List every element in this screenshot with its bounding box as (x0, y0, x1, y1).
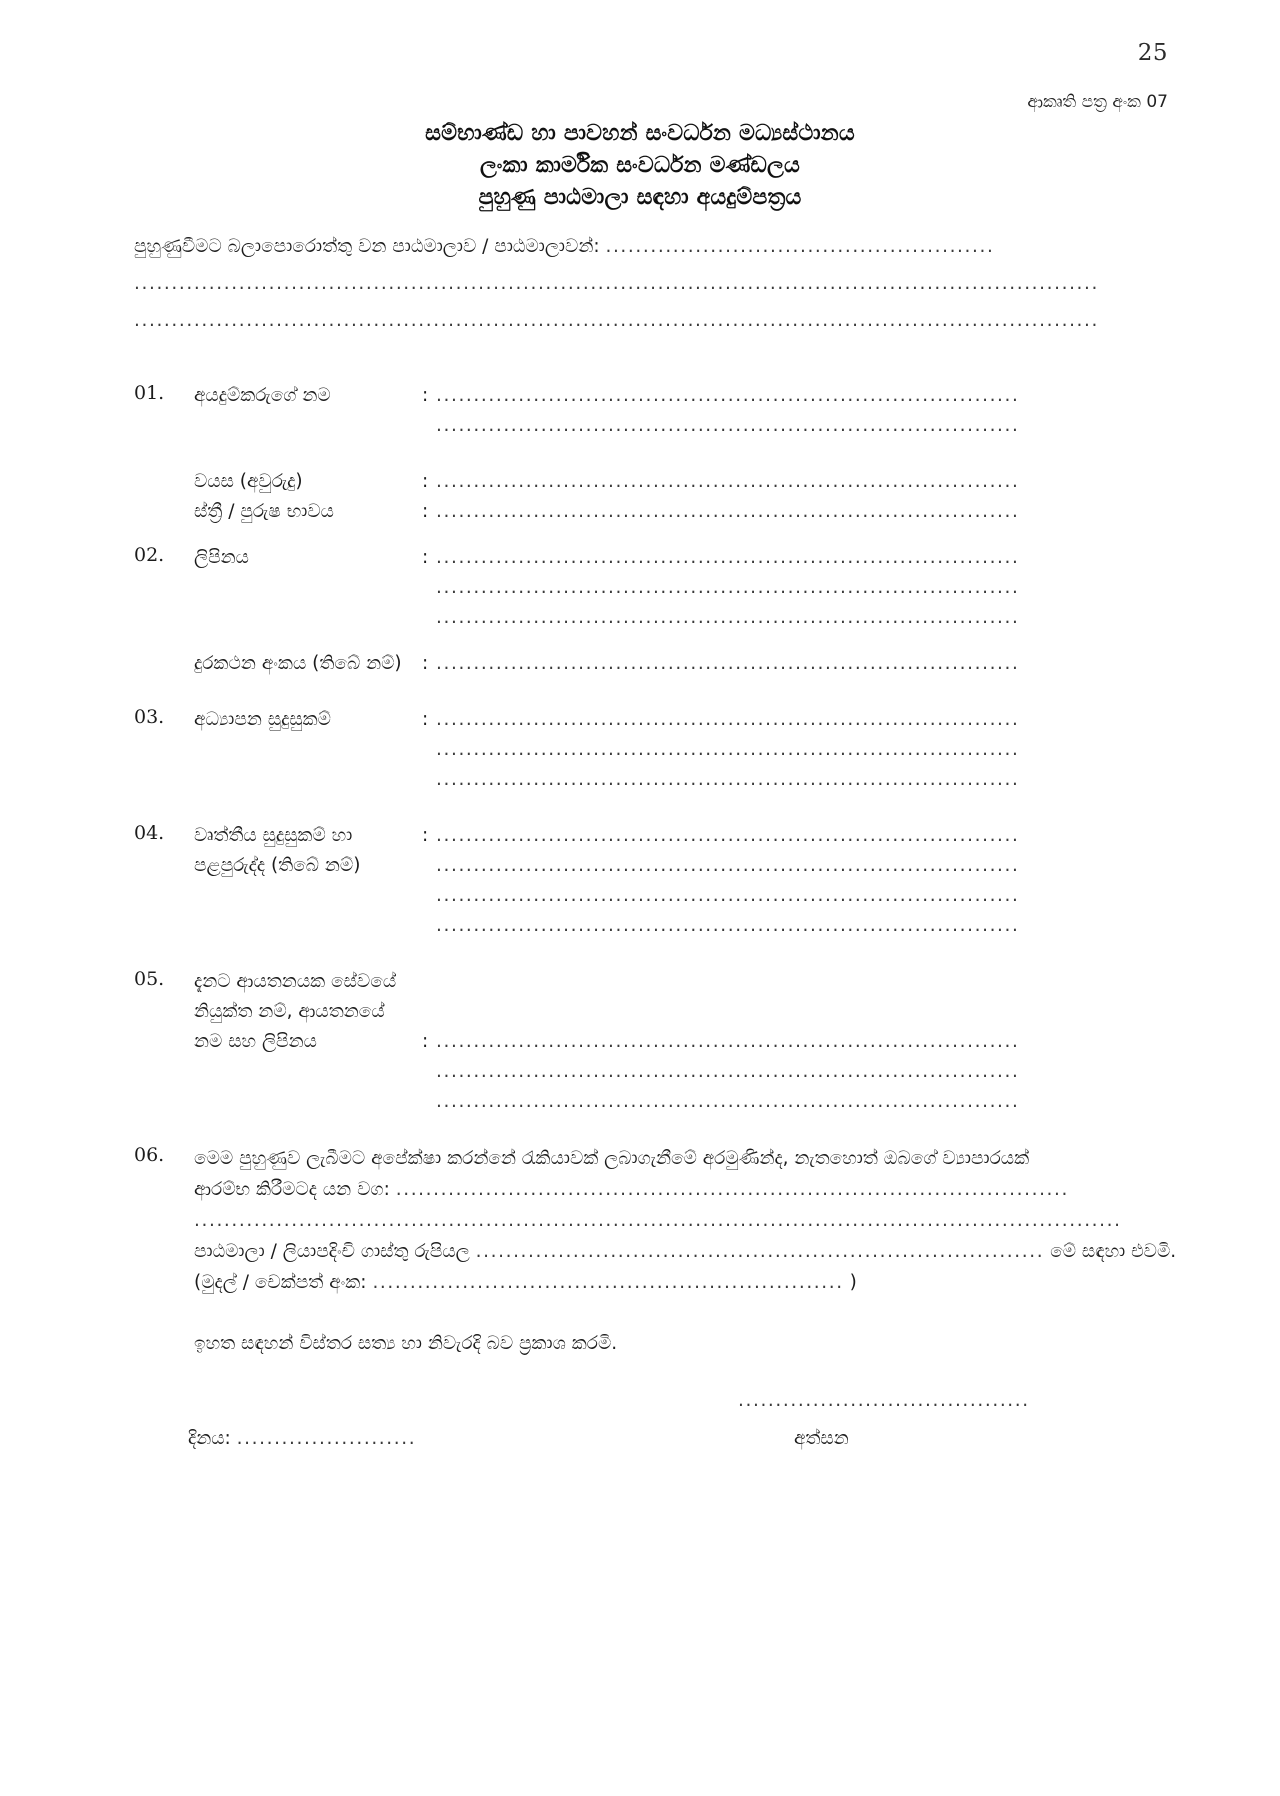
field-input-line[interactable]: .............................................................................. (436, 471, 1020, 492)
item-number (134, 649, 194, 650)
date-fill[interactable]: ........................ (236, 1428, 417, 1449)
field-telephone (134, 649, 1146, 679)
purpose-fill-2[interactable]: ............................................................................................................................ (194, 1210, 1122, 1231)
spacer (134, 941, 1146, 967)
spacer (134, 1356, 1146, 1390)
item-fill-stack (436, 705, 1146, 795)
item-label-stack (194, 497, 422, 527)
purpose-line-2 (194, 1174, 1176, 1205)
item-label: ලිපිනය (194, 547, 249, 568)
title-line-1: සම්භාණ්ඩ හා පාවහන් සංවර්ධන මධ්‍යස්ථානය (425, 121, 855, 146)
item-fill-stack (436, 543, 1146, 633)
field-input-line[interactable]: .............................................................................. (436, 1031, 1020, 1052)
item-number (134, 467, 194, 468)
title-line-2: ලංකා කාර්මික සංවර්ධන මණ්ඩලය (479, 153, 801, 178)
spacer (134, 1117, 1146, 1143)
field-input-line[interactable]: .............................................................................. (436, 547, 1020, 568)
form-code: ආකෘති පත්‍ර අංක 07 (1027, 92, 1168, 112)
spacer (134, 795, 1146, 821)
field-input-line[interactable]: .............................................................................. (436, 825, 1020, 846)
fee-tail-text: මේ සඳහා එවමි. (1050, 1241, 1177, 1262)
spacer (134, 347, 1146, 381)
date-label: දිනය: (188, 1428, 231, 1449)
field-input-line[interactable]: .............................................................................. (436, 653, 1020, 674)
item-label-stack (194, 381, 422, 411)
field-gender (134, 497, 1146, 527)
item-fill-stack (436, 821, 1146, 941)
purpose-label: ආරම්භ කිරීමටද යන වග: (194, 1179, 390, 1200)
payment-number-fill[interactable]: ............................................................... (372, 1272, 844, 1293)
item-label-stack (194, 467, 422, 497)
spacer (134, 679, 1146, 705)
fee-line (194, 1236, 1176, 1267)
item-number: 01. (134, 382, 165, 404)
item6-text (194, 1143, 1176, 1298)
course-preference-fill-1[interactable]: .................................................... (605, 236, 995, 257)
course-preference-fill-3[interactable]: ................................................................................................................................. (134, 310, 1099, 331)
payment-label: (මුදල් / චෙක්පත් අංක: (194, 1272, 367, 1293)
date-field (188, 1428, 416, 1449)
field-training-purpose (134, 1143, 1177, 1298)
item-number: 04. (134, 822, 165, 844)
item-label-stack (194, 649, 422, 679)
declaration-text: ඉහත සඳහන් විස්තර සත්‍ය හා නිවැරදි බව ප්‍රකාශ කරමි. (194, 1333, 618, 1354)
field-input-line[interactable]: .............................................................................. (436, 739, 1020, 760)
form-body (134, 236, 1177, 1500)
item-colon: : (422, 501, 429, 522)
item-label: අයදුම්කරුගේ නම (194, 385, 331, 406)
item-fill-stack (436, 497, 1146, 527)
item-number: 02. (134, 544, 165, 566)
spacer (134, 1298, 1146, 1332)
course-preference-block (134, 236, 1146, 332)
fee-amount-fill[interactable]: ............................................................................ (475, 1241, 1045, 1262)
item-fill-stack (436, 381, 1146, 441)
item-colon: : (422, 709, 429, 730)
spacer (134, 441, 1146, 467)
item-label: අධ්‍යාපන සුදුසුකම් (194, 709, 331, 730)
field-input-line[interactable]: .............................................................................. (436, 915, 1020, 936)
declaration-gutter (134, 1332, 194, 1356)
field-input-line[interactable]: .............................................................................. (436, 855, 1020, 876)
item-label-stack (194, 821, 422, 881)
field-input-line[interactable]: .............................................................................. (436, 501, 1020, 522)
fee-label: පාඨමාලා / ලියාපදිංචි ගාස්තු රුපියල (194, 1241, 470, 1262)
field-vocational-qualifications (134, 821, 1146, 941)
item-fill-stack (436, 467, 1146, 497)
item-number: 06. (134, 1144, 165, 1166)
field-input-line[interactable]: .............................................................................. (436, 415, 1020, 436)
field-education-qualifications (134, 705, 1146, 795)
item-label: වයස (අවුරුදු) (194, 471, 303, 492)
course-preference-row (134, 236, 1146, 258)
item-label: දුරකථන අංකය (තිබේ නම්) (194, 653, 402, 674)
item-colon: : (422, 547, 429, 568)
item-colon: : (422, 1031, 429, 1052)
item-label-stack (194, 705, 422, 735)
item-colon: : (422, 825, 429, 846)
spacer (134, 633, 1146, 649)
field-input-line[interactable]: .............................................................................. (436, 577, 1020, 598)
field-input-line[interactable]: .............................................................................. (436, 385, 1020, 406)
item-colon: : (422, 653, 429, 674)
item-fill-stack (436, 967, 1146, 1117)
item-label: නියුක්ත නම්, ආයතනයේ (194, 1001, 385, 1022)
item-number (134, 497, 194, 498)
field-input-line[interactable]: .............................................................................. (436, 1061, 1020, 1082)
signature-label: අත්සන (794, 1428, 849, 1449)
signature-line[interactable]: ....................................... (738, 1390, 1030, 1411)
form-title-block (0, 118, 1280, 214)
item-fill-stack (436, 649, 1146, 679)
item-label-stack (194, 543, 422, 573)
item-number: 03. (134, 706, 165, 728)
page-number: 25 (1137, 40, 1168, 66)
field-current-employment (134, 967, 1146, 1117)
declaration-block (134, 1332, 1146, 1356)
item-number: 05. (134, 968, 165, 990)
item-label-stack (194, 967, 422, 1057)
purpose-line-1: මෙම පුහුණුව ලැබීමට අපේක්ෂා කරන්නේ රැකියාවක් ලබාගැනීමේ අරමුණින්ද, නැතහොත් ඔබගේ ව්‍යාපාරයක් (194, 1148, 1030, 1169)
title-line-3: පුහුණු පාඨමාලා සඳහා අයදුම්පත්‍රය (478, 185, 802, 210)
item-colon: : (422, 471, 429, 492)
course-preference-fill-2[interactable]: ................................................................................................................................. (134, 273, 1099, 294)
purpose-fill-1[interactable]: .......................................................................................... (395, 1179, 1069, 1200)
item-label: වෘත්තීය සුදුසුකම් හා (194, 825, 353, 846)
field-input-line[interactable]: .............................................................................. (436, 885, 1020, 906)
field-applicant-name (134, 381, 1146, 441)
field-age (134, 467, 1146, 497)
item-label: පළපුරුද්ද (තිබේ නම්) (194, 855, 361, 876)
signature-block (134, 1390, 1146, 1500)
item-label: දැනට ආයතනයක සේවයේ (194, 971, 397, 992)
spacer (134, 527, 1146, 543)
field-input-line[interactable]: .............................................................................. (436, 769, 1020, 790)
field-input-line[interactable]: .............................................................................. (436, 1091, 1020, 1112)
item-label: ස්ත්‍රී / පුරුෂ භාවය (194, 501, 334, 522)
field-address (134, 543, 1146, 633)
payment-close-paren: ) (849, 1272, 857, 1293)
course-preference-label: පුහුණුවීමට බලාපොරොත්තු වන පාඨමාලාව / පාඨමාලාවන්: (134, 236, 600, 257)
field-input-line[interactable]: .............................................................................. (436, 709, 1020, 730)
item-colon: : (422, 385, 429, 406)
item-label: නම සහ ලිපිනය (194, 1031, 317, 1052)
payment-line (194, 1267, 1176, 1298)
field-input-line[interactable]: .............................................................................. (436, 607, 1020, 628)
